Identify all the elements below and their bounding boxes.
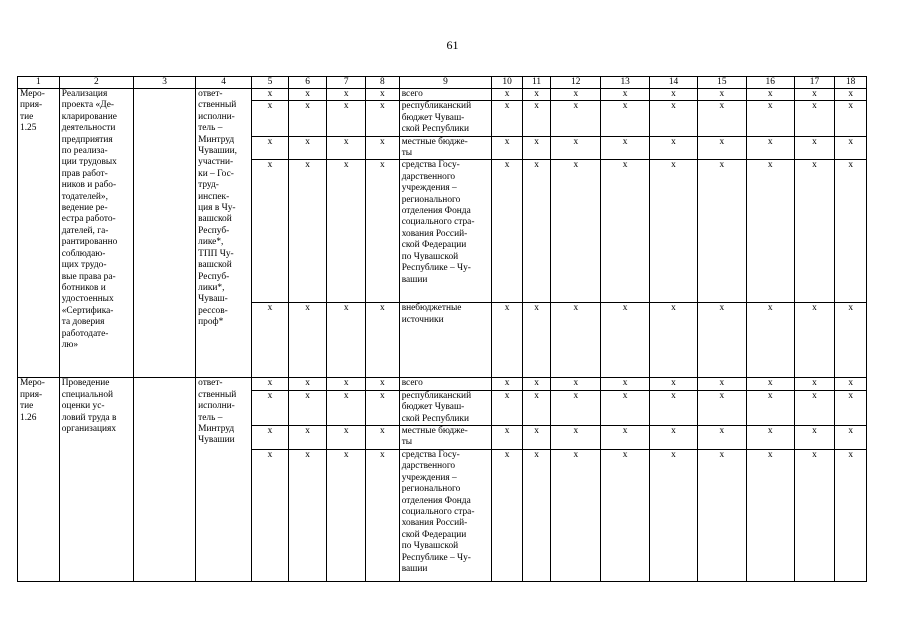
value-cell: x — [551, 378, 601, 390]
empty-cell — [134, 378, 196, 581]
mark-cell: x — [252, 390, 289, 425]
mark-cell: x — [288, 378, 327, 390]
value-cell: x — [697, 89, 746, 101]
mark-cell: x — [252, 449, 289, 581]
mark-cell: x — [288, 390, 327, 425]
value-cell: x — [835, 136, 867, 160]
value-cell: x — [650, 160, 698, 303]
value-cell: x — [697, 390, 746, 425]
value-cell: x — [650, 390, 698, 425]
column-header: 9 — [399, 77, 492, 89]
value-cell: x — [835, 101, 867, 136]
mark-cell: x — [252, 378, 289, 390]
responsible-executor: ответ- ственный исполни- тель – Минтруд Чувашии, участни- ки – Гос- труд- инспек- ция в Чу- вашской Респуб- лике*, ТПП Чу- вашской Респуб- лики*, Чуваш- рессов- проф* — [196, 89, 252, 378]
value-cell: x — [697, 426, 746, 450]
value-cell: x — [697, 378, 746, 390]
value-cell: x — [551, 390, 601, 425]
value-cell: x — [522, 449, 551, 581]
mark-cell: x — [327, 160, 366, 303]
value-cell: x — [522, 390, 551, 425]
value-cell: x — [551, 160, 601, 303]
mark-cell: x — [327, 378, 366, 390]
activity-id: Меро- прия- тие 1.25 — [18, 89, 60, 378]
mark-cell: x — [252, 160, 289, 303]
value-cell: x — [794, 426, 835, 450]
value-cell: x — [794, 101, 835, 136]
table-row — [18, 89, 867, 101]
value-cell: x — [522, 426, 551, 450]
mark-cell: x — [366, 89, 400, 101]
table-row — [18, 378, 867, 390]
value-cell: x — [492, 378, 523, 390]
mark-cell: x — [327, 303, 366, 378]
value-cell: x — [835, 426, 867, 450]
column-header: 3 — [134, 77, 196, 89]
value-cell: x — [492, 390, 523, 425]
funding-source: республиканский бюджет Чуваш- ской Республики — [399, 101, 492, 136]
value-cell: x — [794, 160, 835, 303]
value-cell: x — [522, 160, 551, 303]
mark-cell: x — [327, 101, 366, 136]
value-cell: x — [835, 303, 867, 378]
activity-name: Проведение специальной оценки ус- ловий труда в организациях — [59, 378, 133, 581]
value-cell: x — [650, 303, 698, 378]
value-cell: x — [697, 303, 746, 378]
column-header: 15 — [697, 77, 746, 89]
activity-name: Реализация проекта «Де- кларирование деятельности предприятия по реализа- ции трудовых прав работ- ников и рабо- тодателей», ведение ре- естра работо- дателей, га- рантированно соблюдаю- щих трудо- вые права ра- ботников и удостоенных «Сертифика- та доверия работодате- лю» — [59, 89, 133, 378]
mark-cell: x — [366, 136, 400, 160]
mark-cell: x — [366, 303, 400, 378]
value-cell: x — [650, 101, 698, 136]
value-cell: x — [492, 449, 523, 581]
mark-cell: x — [288, 303, 327, 378]
value-cell: x — [551, 101, 601, 136]
value-cell: x — [746, 378, 794, 390]
column-header: 1 — [18, 77, 60, 89]
mark-cell: x — [366, 160, 400, 303]
value-cell: x — [835, 89, 867, 101]
mark-cell: x — [366, 101, 400, 136]
mark-cell: x — [288, 426, 327, 450]
value-cell: x — [650, 449, 698, 581]
value-cell: x — [601, 426, 650, 450]
value-cell: x — [492, 303, 523, 378]
value-cell: x — [794, 449, 835, 581]
mark-cell: x — [288, 160, 327, 303]
column-header: 8 — [366, 77, 400, 89]
page-number: 61 — [446, 38, 459, 52]
value-cell: x — [551, 303, 601, 378]
responsible-executor: ответ- ственный исполни- тель – Минтруд Чувашии — [196, 378, 252, 581]
value-cell: x — [650, 89, 698, 101]
value-cell: x — [794, 89, 835, 101]
mark-cell: x — [288, 89, 327, 101]
value-cell: x — [794, 378, 835, 390]
value-cell: x — [697, 101, 746, 136]
value-cell: x — [492, 160, 523, 303]
value-cell: x — [522, 303, 551, 378]
value-cell: x — [746, 160, 794, 303]
mark-cell: x — [366, 390, 400, 425]
funding-source: местные бюдже- ты — [399, 136, 492, 160]
column-header: 10 — [492, 77, 523, 89]
value-cell: x — [522, 136, 551, 160]
column-header: 13 — [601, 77, 650, 89]
mark-cell: x — [252, 136, 289, 160]
value-cell: x — [522, 101, 551, 136]
value-cell: x — [794, 303, 835, 378]
value-cell: x — [835, 160, 867, 303]
program-table — [17, 76, 867, 582]
column-header: 5 — [252, 77, 289, 89]
value-cell: x — [746, 426, 794, 450]
funding-source: всего — [399, 378, 492, 390]
value-cell: x — [601, 136, 650, 160]
column-header: 18 — [835, 77, 867, 89]
mark-cell: x — [327, 136, 366, 160]
funding-source: местные бюдже- ты — [399, 426, 492, 450]
column-header: 14 — [650, 77, 698, 89]
value-cell: x — [492, 136, 523, 160]
value-cell: x — [601, 89, 650, 101]
column-header: 7 — [327, 77, 366, 89]
value-cell: x — [492, 89, 523, 101]
value-cell: x — [601, 160, 650, 303]
mark-cell: x — [327, 449, 366, 581]
value-cell: x — [746, 449, 794, 581]
value-cell: x — [601, 303, 650, 378]
funding-source: средства Госу- дарственного учреждения – регионального отделения Фонда социального стра- хования Россий- ской Федерации по Чувашской Республике – Чу- вашии — [399, 160, 492, 303]
activity-id: Меро- прия- тие 1.26 — [18, 378, 60, 581]
value-cell: x — [551, 89, 601, 101]
value-cell: x — [601, 378, 650, 390]
mark-cell: x — [252, 303, 289, 378]
column-header: 2 — [59, 77, 133, 89]
column-header: 4 — [196, 77, 252, 89]
mark-cell: x — [366, 426, 400, 450]
mark-cell: x — [288, 449, 327, 581]
column-header: 11 — [522, 77, 551, 89]
value-cell: x — [746, 89, 794, 101]
funding-source: средства Госу- дарственного учреждения – регионального отделения Фонда социального стра- хования Россий- ской Федерации по Чувашской Республике – Чу- вашии — [399, 449, 492, 581]
column-header: 16 — [746, 77, 794, 89]
value-cell: x — [746, 101, 794, 136]
column-header: 17 — [794, 77, 835, 89]
mark-cell: x — [252, 426, 289, 450]
column-number-row — [18, 77, 867, 89]
column-header: 12 — [551, 77, 601, 89]
value-cell: x — [835, 390, 867, 425]
value-cell: x — [601, 101, 650, 136]
value-cell: x — [794, 390, 835, 425]
empty-cell — [134, 89, 196, 378]
value-cell: x — [794, 136, 835, 160]
value-cell: x — [650, 136, 698, 160]
value-cell: x — [522, 89, 551, 101]
mark-cell: x — [252, 101, 289, 136]
mark-cell: x — [327, 89, 366, 101]
mark-cell: x — [288, 101, 327, 136]
value-cell: x — [697, 449, 746, 581]
value-cell: x — [746, 303, 794, 378]
funding-source: внебюджетные источники — [399, 303, 492, 378]
value-cell: x — [697, 136, 746, 160]
funding-source: всего — [399, 89, 492, 101]
value-cell: x — [551, 426, 601, 450]
value-cell: x — [835, 449, 867, 581]
value-cell: x — [551, 449, 601, 581]
value-cell: x — [746, 136, 794, 160]
funding-source: республиканский бюджет Чуваш- ской Республики — [399, 390, 492, 425]
value-cell: x — [697, 160, 746, 303]
value-cell: x — [492, 426, 523, 450]
mark-cell: x — [366, 449, 400, 581]
value-cell: x — [746, 390, 794, 425]
mark-cell: x — [252, 89, 289, 101]
value-cell: x — [650, 378, 698, 390]
mark-cell: x — [288, 136, 327, 160]
value-cell: x — [601, 449, 650, 581]
mark-cell: x — [327, 426, 366, 450]
value-cell: x — [522, 378, 551, 390]
column-header: 6 — [288, 77, 327, 89]
mark-cell: x — [366, 378, 400, 390]
value-cell: x — [601, 390, 650, 425]
value-cell: x — [492, 101, 523, 136]
value-cell: x — [650, 426, 698, 450]
value-cell: x — [551, 136, 601, 160]
value-cell: x — [835, 378, 867, 390]
mark-cell: x — [327, 390, 366, 425]
